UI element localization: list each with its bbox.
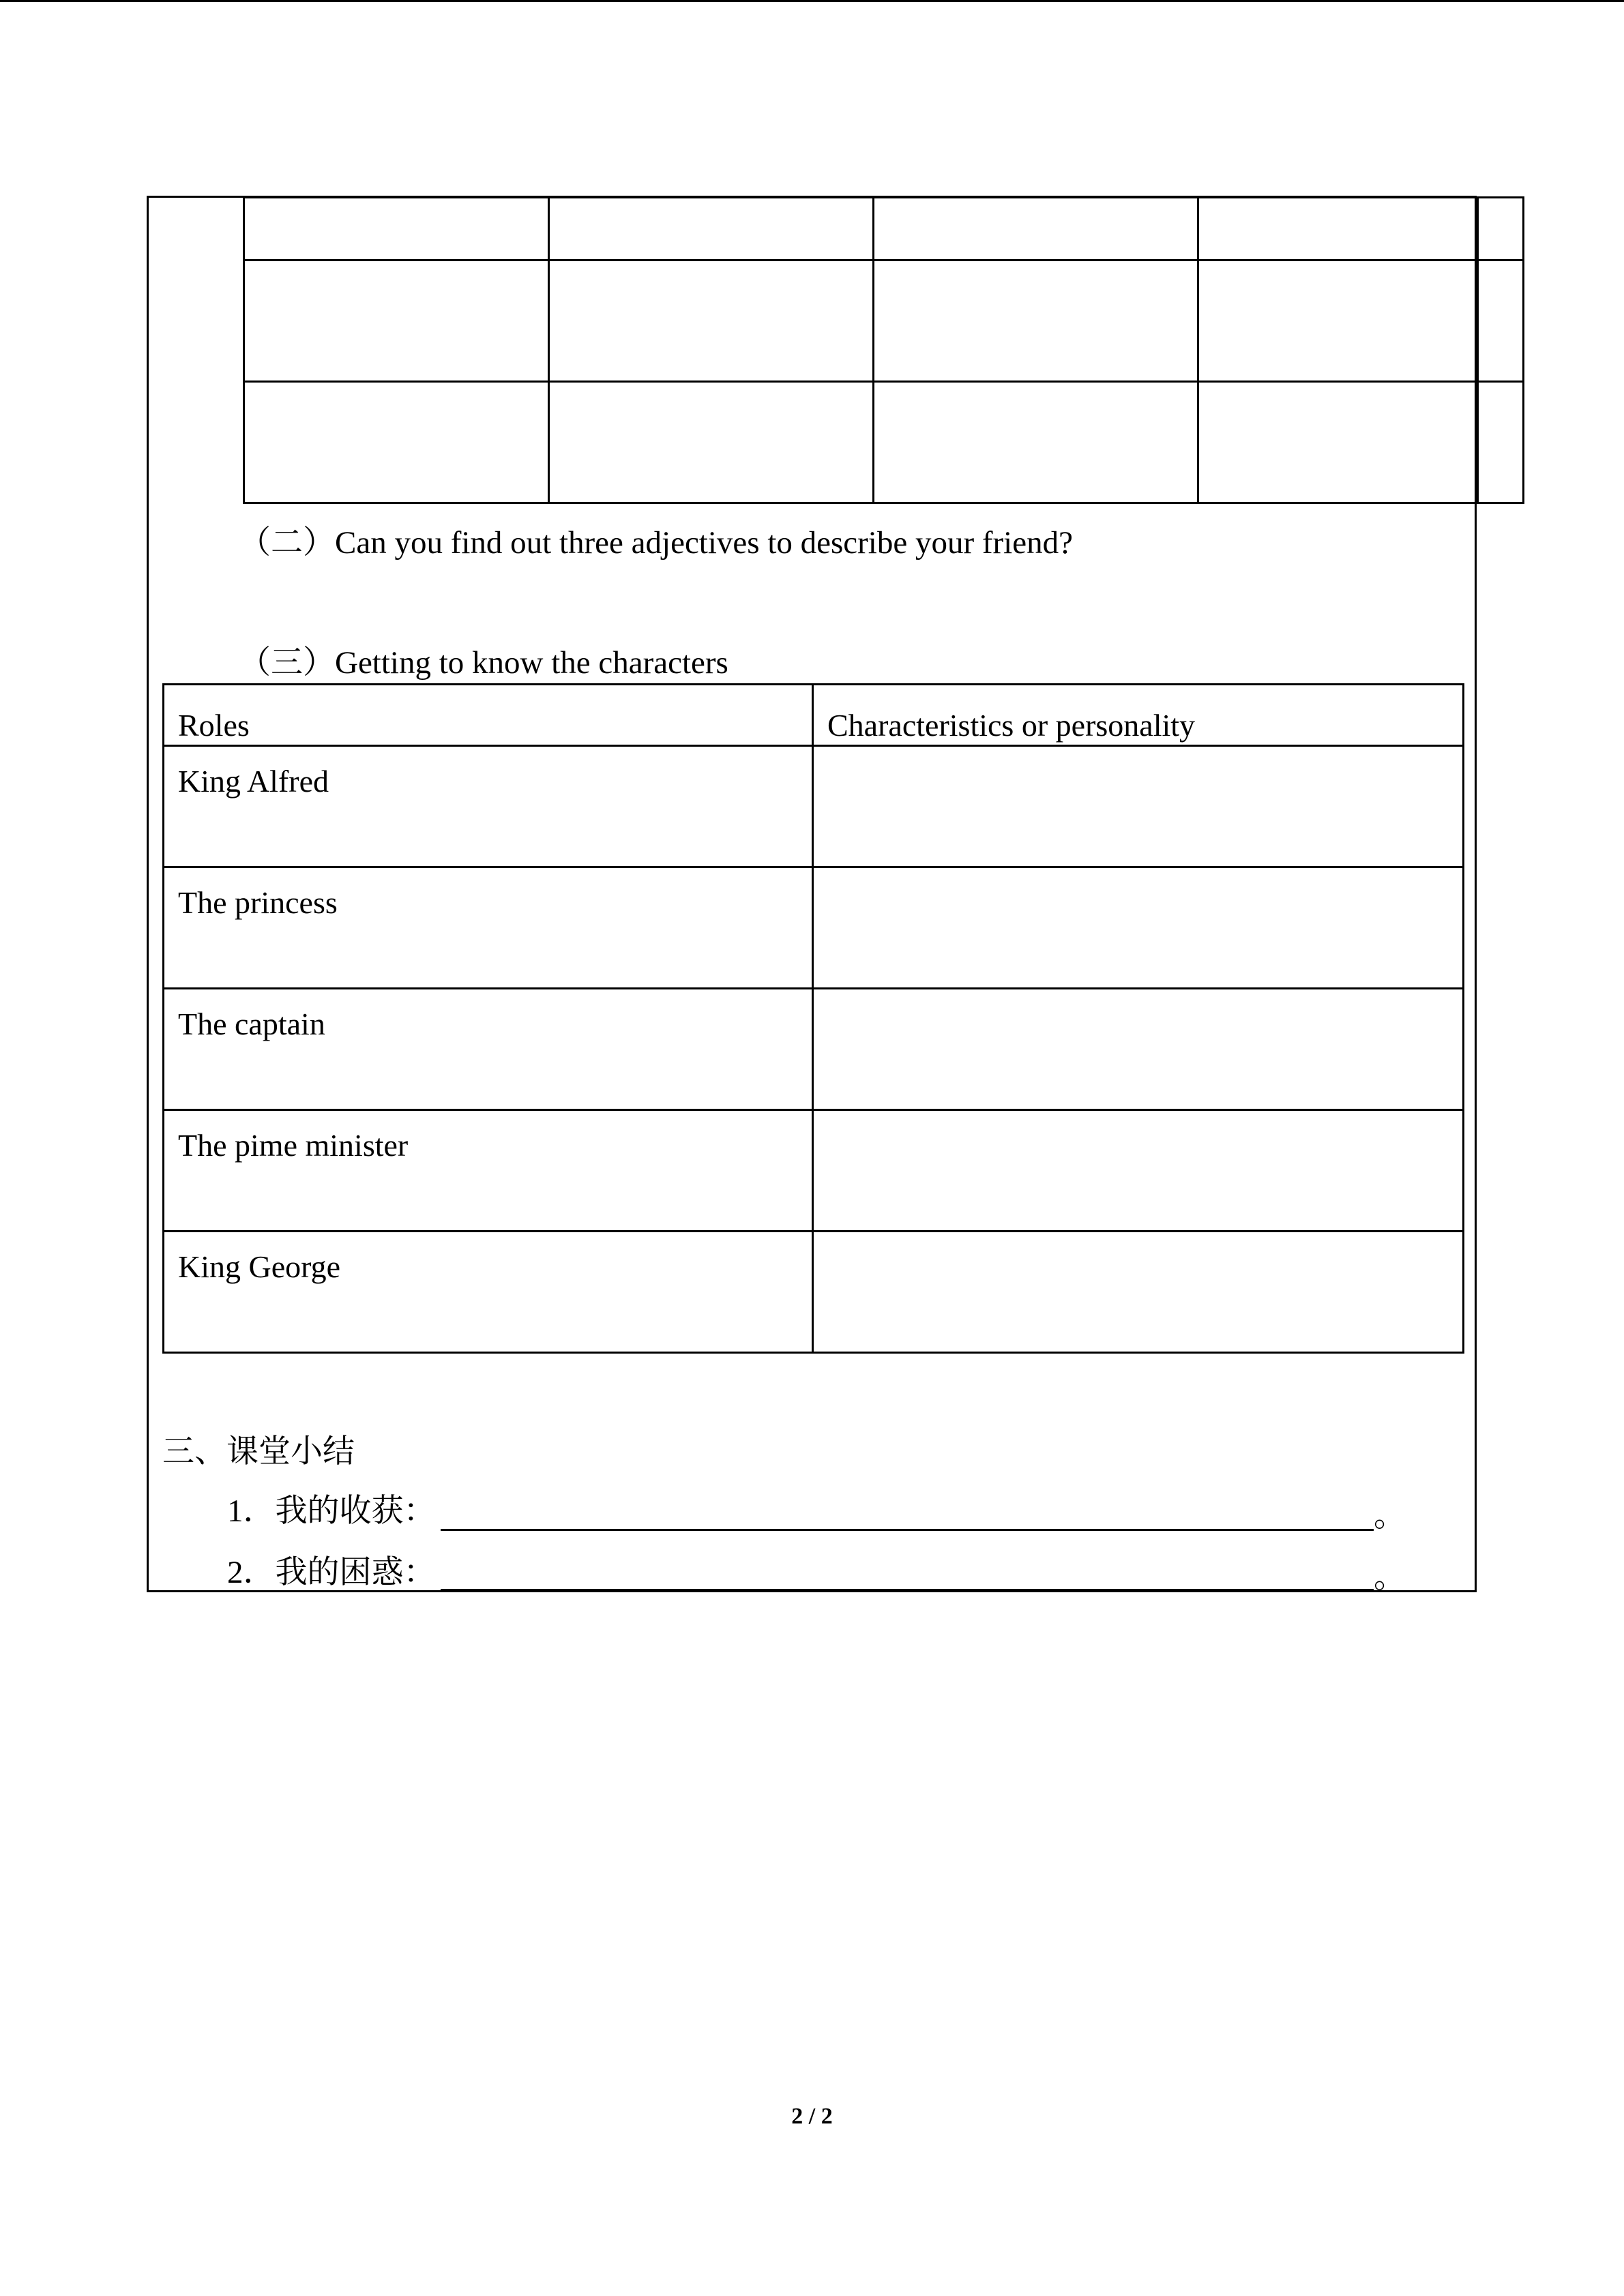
table-row: [244, 198, 1524, 260]
header-roles: Roles: [164, 685, 813, 746]
table-row: [244, 260, 1524, 382]
section-2-question: [239, 527, 1073, 559]
summary-item-2-blank[interactable]: [441, 1589, 1374, 1591]
section-3-marker: （三）: [239, 645, 335, 681]
characteristics-cell[interactable]: [813, 867, 1464, 989]
blank-cell[interactable]: [1478, 382, 1524, 503]
role-name: The princess: [164, 867, 813, 989]
summary-item-1-blank[interactable]: [441, 1529, 1374, 1531]
summary-heading: 三、课堂小结: [162, 1434, 355, 1470]
characteristics-cell[interactable]: [813, 1232, 1464, 1353]
section-3-text: Getting to know the characters: [335, 645, 728, 681]
role-name: The captain: [164, 989, 813, 1110]
roles-table: [162, 683, 1464, 1354]
blank-cell[interactable]: [1198, 382, 1478, 503]
table-row: [164, 989, 1464, 1110]
header-characteristics: Characteristics or personality: [813, 685, 1464, 746]
summary-item-2-label: 2．我的困惑：: [227, 1555, 436, 1590]
blank-cell[interactable]: [1478, 198, 1524, 260]
blank-grid-table: [243, 196, 1524, 504]
table-row: [244, 382, 1524, 503]
characteristics-cell[interactable]: [813, 1110, 1464, 1232]
table-row: [164, 1110, 1464, 1232]
section-3-heading: [239, 647, 728, 679]
table-header-row: [164, 685, 1464, 746]
role-name: King Alfred: [164, 746, 813, 867]
section-2-text: Can you find out three adjectives to describe your friend?: [335, 525, 1073, 561]
blank-cell[interactable]: [244, 382, 549, 503]
characteristics-cell[interactable]: [813, 746, 1464, 867]
role-name: The pime minister: [164, 1110, 813, 1232]
top-border-line: [0, 0, 1624, 2]
table-row: [164, 746, 1464, 867]
summary-item-1-end: 。: [1374, 1498, 1406, 1534]
blank-cell[interactable]: [244, 198, 549, 260]
table-row: [164, 867, 1464, 989]
blank-cell[interactable]: [549, 382, 874, 503]
blank-cell[interactable]: [1478, 260, 1524, 382]
blank-cell[interactable]: [244, 260, 549, 382]
blank-cell[interactable]: [1198, 198, 1478, 260]
role-name: King George: [164, 1232, 813, 1353]
characteristics-cell[interactable]: [813, 989, 1464, 1110]
blank-cell[interactable]: [1198, 260, 1478, 382]
table-row: [164, 1232, 1464, 1353]
blank-cell[interactable]: [874, 198, 1198, 260]
summary-item-2-end: 。: [1374, 1560, 1406, 1595]
page-number: 2 / 2: [791, 2104, 833, 2129]
blank-cell[interactable]: [549, 260, 874, 382]
section-2-marker: （二）: [239, 525, 335, 561]
summary-item-1-label: 1．我的收获：: [227, 1493, 436, 1529]
blank-cell[interactable]: [874, 260, 1198, 382]
blank-cell[interactable]: [874, 382, 1198, 503]
blank-cell[interactable]: [549, 198, 874, 260]
